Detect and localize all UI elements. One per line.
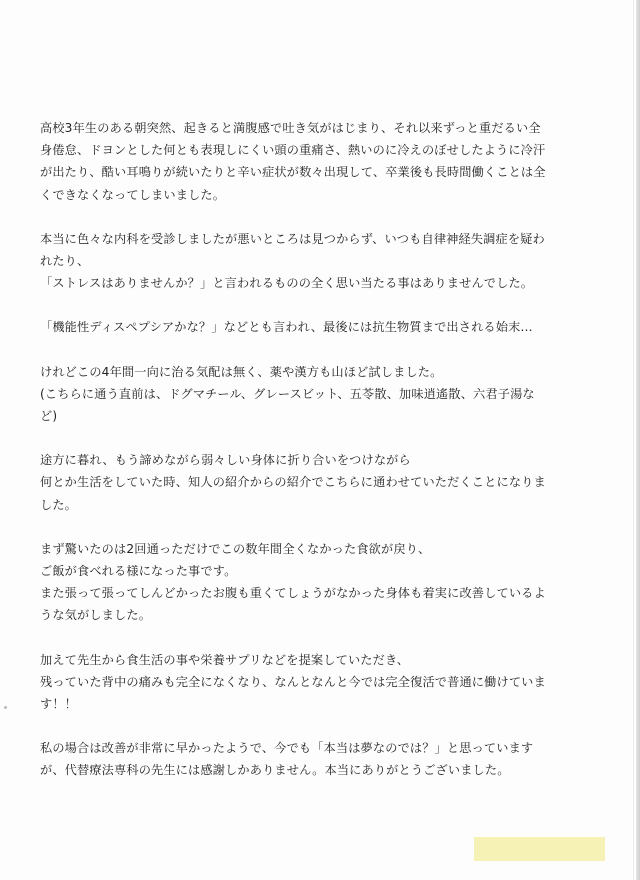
text-line: 「ストレスはありませんか？」と言われるものの全く思い当たる事はありませんでした。 xyxy=(40,276,534,291)
text-line: が出たり、酷い耳鳴りが続いたりと辛い症状が数々出現して、卒業後も長時間働くことは全 xyxy=(40,165,546,180)
paragraph-3 xyxy=(40,316,600,338)
testimonial-text xyxy=(40,117,600,804)
paragraph-2 xyxy=(40,228,600,295)
paragraph-8 xyxy=(40,737,600,781)
text-line: 何とか生活をしていた時、知人の紹介からの紹介でこちらに通わせていただくことになりま xyxy=(40,475,546,490)
text-line: くできなくなってしまいました。 xyxy=(40,187,226,202)
paragraph-1 xyxy=(40,117,600,206)
text-line: ど) xyxy=(40,409,58,424)
text-line: 高校3年生のある朝突然、起きると満腹感で吐き気がはじまり、それ以来ずっと重だるい全 xyxy=(40,121,541,135)
text-line: ご飯が食べれる様になった事です。 xyxy=(40,564,237,579)
text-line: うな気がしました。 xyxy=(40,608,152,623)
text-line: 本当に色々な内科を受診しましたが悪いところは見つからず、いつも自律神経失調症を疑わ xyxy=(40,231,545,246)
text-line: けれどこの4年間一向に治る気配は無く、薬や漢方も山ほど試しました。 xyxy=(40,364,443,379)
text-line: 「機能性ディスペプシアかな？」などとも言われ、最後には抗生物質まで出される始末… xyxy=(40,320,533,335)
text-line: まず驚いたのは2回通っただけでこの数年間全くなかった食欲が戻り、 xyxy=(40,541,431,556)
text-line: した。 xyxy=(40,497,78,512)
page-edge-shadow xyxy=(636,0,640,880)
text-line: また張って張ってしんどかったお腹も重くてしょうがなかった身体も着実に改善しているよ xyxy=(40,586,546,601)
text-line: 加えて先生から食生活の事や栄養サプリなどを提案していただき、 xyxy=(40,652,410,667)
paragraph-4 xyxy=(40,361,600,428)
text-line: 途方に暮れ、もう諦めながら弱々しい身体に折り合いをつけながら xyxy=(40,453,411,468)
paragraph-6 xyxy=(40,538,600,627)
text-line: 私の場合は改善が非常に早かったようで、今でも「本当は夢なのでは？」と思っています xyxy=(40,741,534,756)
text-line: (こちらに通う直前は、ドグマチール、グレースビット、五苓散、加味逍遙散、六君子湯な xyxy=(40,386,535,401)
paragraph-5 xyxy=(40,449,600,516)
sticky-note xyxy=(474,837,605,861)
text-line: 身倦怠、ドヨンとした何とも表現しにくい頭の重痛さ、熱いのに冷えのぼせしたように冷汗 xyxy=(40,143,546,158)
text-line: 残っていた背中の痛みも完全になくなり、なんとなんと今では完全復活で普通に働けていま xyxy=(40,674,546,689)
scan-speck xyxy=(4,706,7,709)
text-line: す！！ xyxy=(40,697,78,712)
text-line: れたり、 xyxy=(40,254,90,269)
paragraph-7 xyxy=(40,649,600,716)
text-line: が、代替療法専科の先生には感謝しかありません。本当にありがとうございました。 xyxy=(40,763,510,778)
page-edge-line xyxy=(633,0,634,880)
